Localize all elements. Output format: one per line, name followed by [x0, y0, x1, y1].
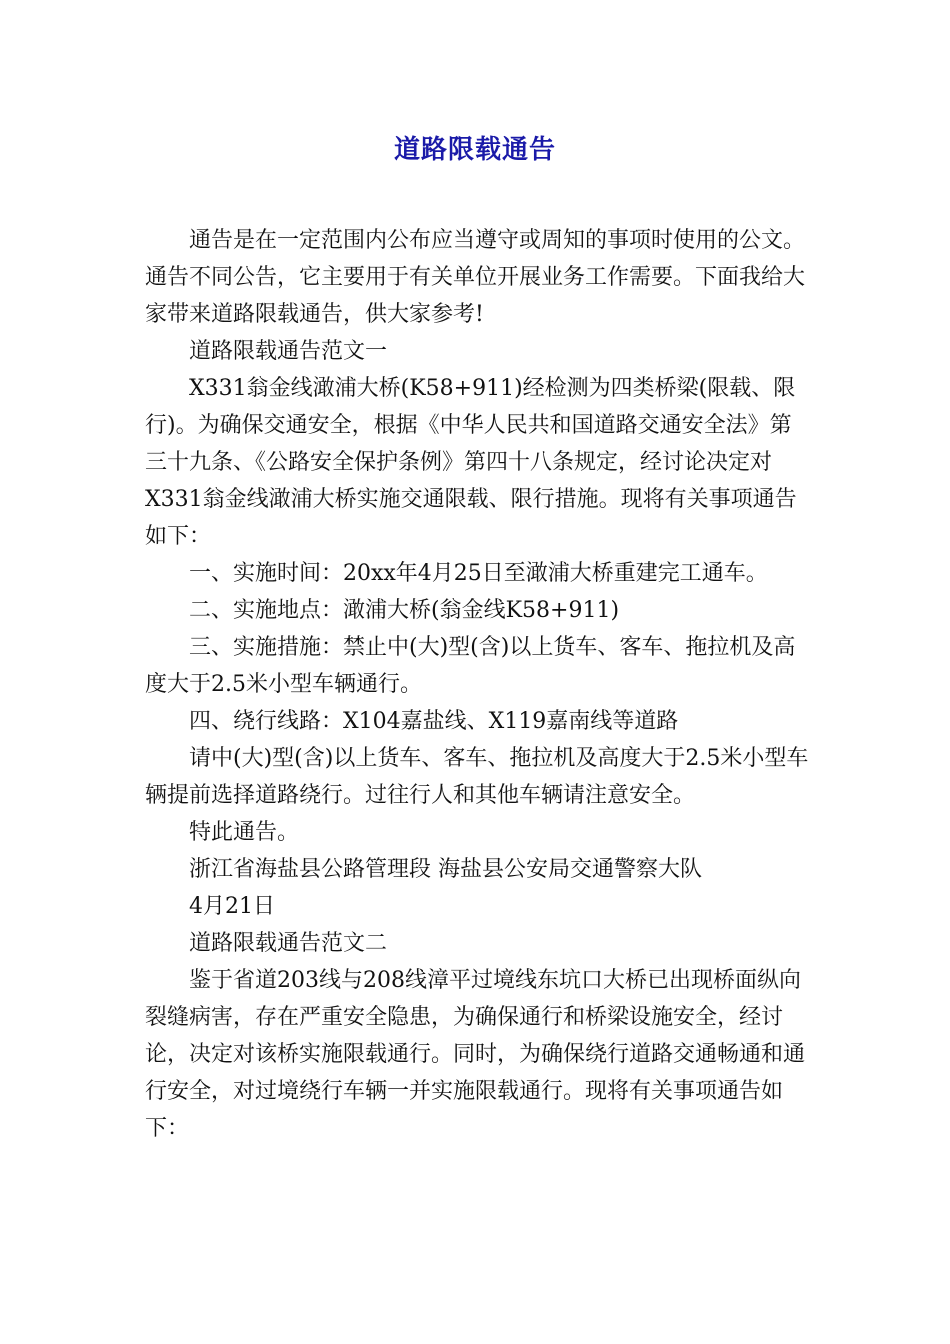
item-location: 二、实施地点：澉浦大桥(翁金线K58+911) [189, 598, 620, 623]
item-time: 一、实施时间：20xx年4月25日至澉浦大桥重建完工通车。 [189, 561, 768, 586]
paragraph-notice-one: X331翁金线澉浦大桥(K58+911)经检测为四类桥梁(限载、限行)。为确保交通安全，根据《中华人民共和国道路交通安全法》第三十九条、《公路安全保护条例》第四十八条规定，经讨论决定对X331翁金线澉浦大桥实施交通限载、限行措施。现将有关事项通告如下： [145, 376, 797, 549]
paragraph-advice: 请中(大)型(含)以上货车、客车、拖拉机及高度大于2.5米小型车辆提前选择道路绕行。过往行人和其他车辆请注意安全。 [145, 746, 809, 808]
item-detour: 四、绕行线路：X104嘉盐线、X119嘉南线等道路 [189, 709, 679, 734]
closing-statement: 特此通告。 [189, 820, 300, 845]
item-measures: 三、实施措施：禁止中(大)型(含)以上货车、客车、拖拉机及高度大于2.5米小型车辆通行。 [145, 635, 796, 697]
heading-sample-two: 道路限载通告范文二 [189, 931, 388, 956]
heading-sample-one: 道路限载通告范文一 [189, 339, 388, 364]
document-body [145, 222, 810, 1147]
issue-date: 4月21日 [189, 894, 275, 919]
issuer: 浙江省海盐县公路管理段 海盐县公安局交通警察大队 [189, 857, 702, 882]
document-title: 道路限载通告 [393, 135, 556, 165]
paragraph-notice-two: 鉴于省道203线与208线漳平过境线东坑口大桥已出现桥面纵向裂缝病害，存在严重安全隐患，为确保通行和桥梁设施安全，经讨论，决定对该桥实施限载通行。同时，为确保绕行道路交通畅通和通行安全，对过境绕行车辆一并实施限载通行。现将有关事项通告如下： [145, 968, 806, 1141]
paragraph-intro: 通告是在一定范围内公布应当遵守或周知的事项时使用的公文。通告不同公告，它主要用于有关单位开展业务工作需要。下面我给大家带来道路限载通告，供大家参考! [145, 228, 806, 327]
